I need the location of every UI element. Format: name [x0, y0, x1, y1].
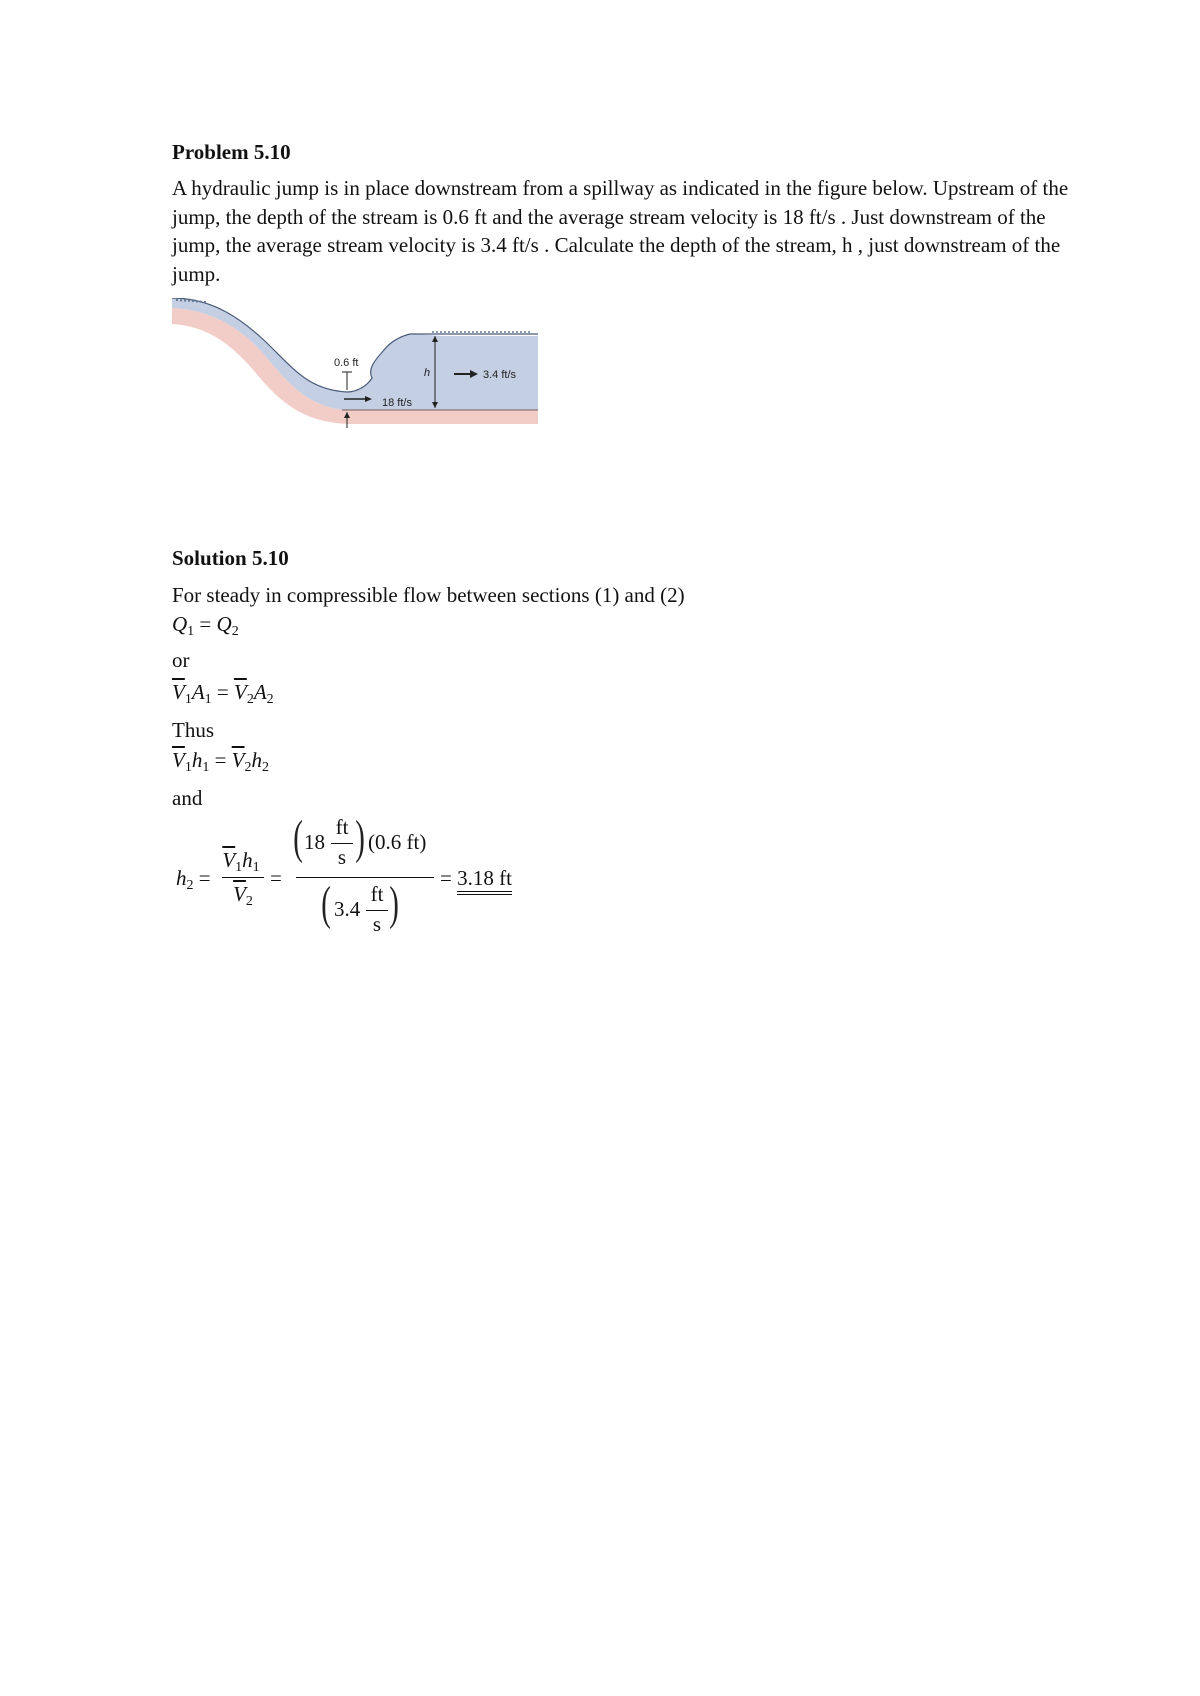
- main-fraction-bar: [296, 877, 434, 878]
- fraction-symbolic: $\overline{V}_1h_1$: [222, 848, 260, 875]
- equation-continuity: $Q_1 = Q_2$: [172, 612, 239, 639]
- numerator-18: 18: [304, 830, 325, 854]
- label-depth-upstream: 0.6 ft: [334, 357, 359, 369]
- water-body: [172, 298, 538, 410]
- problem-title: Problem 5.10: [172, 140, 291, 164]
- equation-flow-depth: $\overline{V}_1h_1 = \overline{V}_2h_2$: [172, 748, 269, 775]
- document-page: Problem 5.10 A hydraulic jump is in place downstream from a spillway as indicated in the figure below. Upstream of the jump, the depth of the stream is 0.6 ft and the average stream velocity is 18 ft/s . Just downstream of the jump, the average stream velocity is 3.4 ft/s . Calculate the depth of the stream, h , just downstream of the jump. 0.6 ft 18 ft/s h 3.4 ft/s Solution 5.10 For steady in compressible flow between sections (1) and (2) $Q_1 = Q_2$ or $\overline{V}_1A_1 = \overline{V}_2A_2$ Thus $\overline{V}_1h_1 = \overline{V}_2h_2$ and $h_2$ = $\overline{V}_1h_1$ $\overline{V}_2$ = ( 18 ft s ) (0.6 ft) ( 3.4 ft s ) = 3.18 ft: [0, 0, 1200, 1696]
- problem-text: A hydraulic jump is in place downstream from a spillway as indicated in the figure below. Upstream of the jump, the depth of the stream is 0.6 ft and the average stream velocity is 18 ft/s . Just downstream of the jump, the average stream velocity is 3.4 ft/s . Calculate the depth of the stream, h , just downstream of the jump.: [172, 176, 1069, 286]
- unit-s-num: s: [337, 845, 347, 869]
- hydraulic-jump-figure: [172, 298, 538, 452]
- unit-s-den: s: [372, 912, 382, 936]
- result-value: 3.18 ft: [457, 866, 512, 895]
- unit-ft-num: ft: [335, 815, 349, 839]
- label-h: h: [424, 367, 431, 379]
- denominator-34: 3.4: [334, 897, 361, 921]
- solution-intro: For steady in compressible flow between sections (1) and (2): [172, 583, 685, 607]
- final-result: = 3.18 ft: [440, 866, 512, 891]
- word-or: or: [172, 648, 190, 672]
- solution-title: Solution 5.10: [172, 546, 289, 570]
- numerator-depth: (0.6 ft): [368, 830, 427, 854]
- equation-flow-area: $\overline{V}_1A_1 = \overline{V}_2A_2$: [172, 680, 274, 707]
- label-velocity-upstream: 18 ft/s: [382, 397, 412, 409]
- equals-sign-1: =: [270, 866, 282, 890]
- unit-ft-den: ft: [370, 882, 384, 906]
- word-and: and: [172, 786, 203, 810]
- label-velocity-downstream: 3.4 ft/s: [483, 369, 517, 381]
- word-thus: Thus: [172, 718, 214, 742]
- final-lhs: $h_2$ =: [176, 866, 211, 893]
